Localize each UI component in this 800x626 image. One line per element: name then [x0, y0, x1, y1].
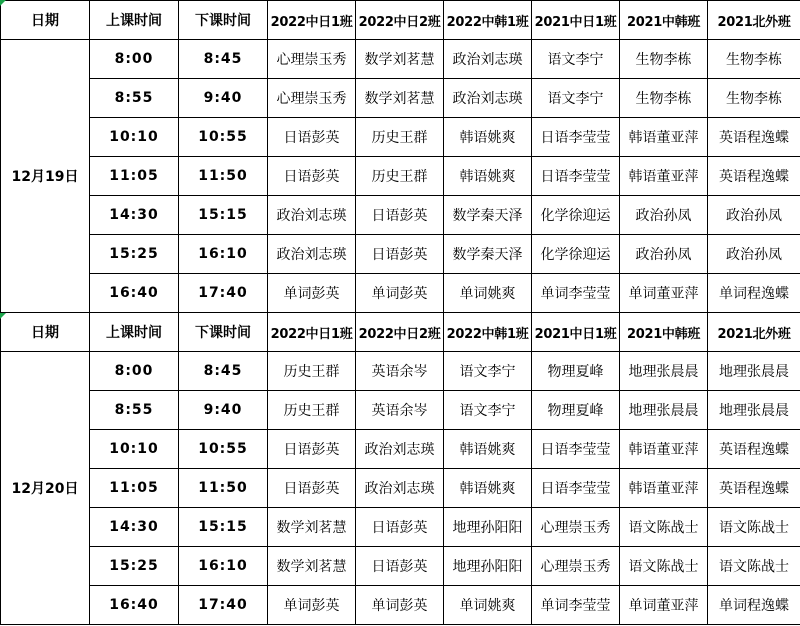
subject-cell[interactable]: 生物李栋 — [708, 79, 800, 118]
subject-cell[interactable]: 心理崇玉秀 — [532, 508, 620, 547]
subject-cell[interactable]: 生物李栋 — [620, 79, 708, 118]
subject-cell[interactable]: 心理崇玉秀 — [532, 547, 620, 586]
table-row — [1, 586, 800, 625]
subject-cell[interactable]: 韩语董亚萍 — [620, 157, 708, 196]
subject-cell[interactable]: 语文陈战士 — [620, 508, 708, 547]
table-row — [1, 79, 800, 118]
subject-cell[interactable]: 韩语姚爽 — [444, 430, 532, 469]
header-class[interactable]: 2021北外班 — [708, 1, 800, 40]
subject-cell[interactable]: 语文李宁 — [444, 391, 532, 430]
end-time-cell[interactable]: 16:10 — [179, 547, 268, 586]
table-row — [1, 118, 800, 157]
subject-cell[interactable]: 政治孙凤 — [708, 235, 800, 274]
header-class[interactable]: 2021中日1班 — [532, 1, 620, 40]
header-row — [1, 1, 800, 40]
end-time-cell[interactable]: 10:55 — [179, 430, 268, 469]
subject-cell[interactable]: 英语余岑 — [356, 352, 444, 391]
subject-cell[interactable]: 英语程逸蝶 — [708, 118, 800, 157]
start-time-cell[interactable]: 8:55 — [90, 79, 179, 118]
subject-cell[interactable]: 单词董亚萍 — [620, 274, 708, 313]
start-time-cell[interactable]: 14:30 — [90, 196, 179, 235]
table-row — [1, 508, 800, 547]
end-time-cell[interactable]: 10:55 — [179, 118, 268, 157]
subject-cell[interactable]: 政治刘志瑛 — [356, 430, 444, 469]
subject-cell[interactable]: 数学刘茗慧 — [268, 508, 356, 547]
header-class[interactable]: 2022中日1班 — [268, 313, 356, 352]
subject-cell[interactable]: 心理崇玉秀 — [268, 40, 356, 79]
subject-cell[interactable]: 政治刘志瑛 — [356, 469, 444, 508]
header-date[interactable]: 日期 — [1, 1, 90, 40]
end-time-cell[interactable]: 8:45 — [179, 40, 268, 79]
header-row — [1, 313, 800, 352]
subject-cell[interactable]: 语文李宁 — [532, 40, 620, 79]
start-time-cell[interactable]: 11:05 — [90, 157, 179, 196]
subject-cell[interactable]: 历史王群 — [356, 157, 444, 196]
subject-cell[interactable]: 单词彭英 — [356, 274, 444, 313]
header-end-time[interactable]: 下课时间 — [179, 1, 268, 40]
cell-marker-icon — [0, 0, 6, 6]
subject-cell[interactable]: 单词李莹莹 — [532, 274, 620, 313]
subject-cell[interactable]: 日语彭英 — [268, 469, 356, 508]
subject-cell[interactable]: 日语彭英 — [356, 547, 444, 586]
header-class[interactable]: 2022中韩1班 — [444, 1, 532, 40]
subject-cell[interactable]: 日语彭英 — [268, 118, 356, 157]
subject-cell[interactable]: 日语李莹莹 — [532, 118, 620, 157]
subject-cell[interactable]: 日语李莹莹 — [532, 430, 620, 469]
subject-cell[interactable]: 历史王群 — [356, 118, 444, 157]
end-time-cell[interactable]: 11:50 — [179, 469, 268, 508]
subject-cell[interactable]: 日语李莹莹 — [532, 469, 620, 508]
subject-cell[interactable]: 数学刘茗慧 — [356, 79, 444, 118]
header-start-time[interactable]: 上课时间 — [90, 1, 179, 40]
date-cell[interactable]: 12月20日 — [1, 352, 90, 625]
start-time-cell[interactable]: 15:25 — [90, 547, 179, 586]
subject-cell[interactable]: 语文陈战士 — [708, 508, 800, 547]
subject-cell[interactable]: 日语彭英 — [268, 430, 356, 469]
subject-cell[interactable]: 语文陈战士 — [708, 547, 800, 586]
subject-cell[interactable]: 英语余岑 — [356, 391, 444, 430]
header-class[interactable]: 2022中日1班 — [268, 1, 356, 40]
subject-cell[interactable]: 英语程逸蝶 — [708, 157, 800, 196]
subject-cell[interactable]: 政治孙凤 — [620, 196, 708, 235]
table-row — [1, 391, 800, 430]
subject-cell[interactable]: 日语彭英 — [356, 235, 444, 274]
end-time-cell[interactable]: 11:50 — [179, 157, 268, 196]
subject-cell[interactable]: 日语彭英 — [268, 157, 356, 196]
subject-cell[interactable]: 化学徐迎运 — [532, 196, 620, 235]
subject-cell[interactable]: 单词程逸蝶 — [708, 586, 800, 625]
date-cell[interactable]: 12月19日 — [1, 40, 90, 313]
table-row — [1, 274, 800, 313]
subject-cell[interactable]: 政治孙凤 — [708, 196, 800, 235]
subject-cell[interactable]: 生物李栋 — [708, 40, 800, 79]
subject-cell[interactable]: 语文陈战士 — [620, 547, 708, 586]
subject-cell[interactable]: 日语彭英 — [356, 508, 444, 547]
subject-cell[interactable]: 政治刘志瑛 — [444, 79, 532, 118]
subject-cell[interactable]: 生物李栋 — [620, 40, 708, 79]
subject-cell[interactable]: 单词程逸蝶 — [708, 274, 800, 313]
subject-cell[interactable]: 韩语姚爽 — [444, 157, 532, 196]
end-time-cell[interactable]: 8:45 — [179, 352, 268, 391]
subject-cell[interactable]: 日语李莹莹 — [532, 157, 620, 196]
start-time-cell[interactable]: 16:40 — [90, 274, 179, 313]
subject-cell[interactable]: 地理张晨晨 — [620, 352, 708, 391]
subject-cell[interactable]: 数学秦天泽 — [444, 235, 532, 274]
subject-cell[interactable]: 数学刘茗慧 — [356, 40, 444, 79]
subject-cell[interactable]: 历史王群 — [268, 352, 356, 391]
header-class[interactable]: 2021中日1班 — [532, 313, 620, 352]
schedule-body — [1, 1, 800, 625]
subject-cell[interactable]: 单词董亚萍 — [620, 586, 708, 625]
subject-cell[interactable]: 单词姚爽 — [444, 586, 532, 625]
start-time-cell[interactable]: 11:05 — [90, 469, 179, 508]
table-row — [1, 40, 800, 79]
start-time-cell[interactable]: 8:00 — [90, 40, 179, 79]
subject-cell[interactable]: 英语程逸蝶 — [708, 469, 800, 508]
subject-cell[interactable]: 地理孙阳阳 — [444, 547, 532, 586]
subject-cell[interactable]: 日语彭英 — [356, 196, 444, 235]
header-class[interactable]: 2022中日2班 — [356, 313, 444, 352]
header-class[interactable]: 2021中韩班 — [620, 313, 708, 352]
subject-cell[interactable]: 物理夏峰 — [532, 391, 620, 430]
table-row — [1, 352, 800, 391]
cell-marker-icon — [0, 313, 6, 319]
subject-cell[interactable]: 单词彭英 — [268, 586, 356, 625]
end-time-cell[interactable]: 17:40 — [179, 586, 268, 625]
header-class[interactable]: 2022中韩1班 — [444, 313, 532, 352]
start-time-cell[interactable]: 10:10 — [90, 430, 179, 469]
start-time-cell[interactable]: 8:55 — [90, 391, 179, 430]
subject-cell[interactable]: 韩语董亚萍 — [620, 469, 708, 508]
subject-cell[interactable]: 物理夏峰 — [532, 352, 620, 391]
table-row — [1, 547, 800, 586]
subject-cell[interactable]: 化学徐迎运 — [532, 235, 620, 274]
start-time-cell[interactable]: 16:40 — [90, 586, 179, 625]
table-row — [1, 235, 800, 274]
subject-cell[interactable]: 英语程逸蝶 — [708, 430, 800, 469]
subject-cell[interactable]: 单词彭英 — [268, 274, 356, 313]
subject-cell[interactable]: 地理张晨晨 — [708, 391, 800, 430]
subject-cell[interactable]: 韩语董亚萍 — [620, 430, 708, 469]
start-time-cell[interactable]: 10:10 — [90, 118, 179, 157]
header-class[interactable]: 2021北外班 — [708, 313, 800, 352]
end-time-cell[interactable]: 17:40 — [179, 274, 268, 313]
subject-cell[interactable]: 数学刘茗慧 — [268, 547, 356, 586]
subject-cell[interactable]: 韩语董亚萍 — [620, 118, 708, 157]
start-time-cell[interactable]: 15:25 — [90, 235, 179, 274]
subject-cell[interactable]: 政治刘志瑛 — [444, 40, 532, 79]
subject-cell[interactable]: 语文李宁 — [532, 79, 620, 118]
header-class[interactable]: 2021中韩班 — [620, 1, 708, 40]
start-time-cell[interactable]: 14:30 — [90, 508, 179, 547]
subject-cell[interactable]: 地理张晨晨 — [620, 391, 708, 430]
subject-cell[interactable]: 政治孙凤 — [620, 235, 708, 274]
subject-cell[interactable]: 韩语姚爽 — [444, 469, 532, 508]
start-time-cell[interactable]: 8:00 — [90, 352, 179, 391]
subject-cell[interactable]: 心理崇玉秀 — [268, 79, 356, 118]
table-row — [1, 157, 800, 196]
subject-cell[interactable]: 地理张晨晨 — [708, 352, 800, 391]
table-row — [1, 430, 800, 469]
table-row — [1, 469, 800, 508]
subject-cell[interactable]: 单词李莹莹 — [532, 586, 620, 625]
subject-cell[interactable]: 韩语姚爽 — [444, 118, 532, 157]
subject-cell[interactable]: 语文李宁 — [444, 352, 532, 391]
subject-cell[interactable]: 政治刘志瑛 — [268, 235, 356, 274]
end-time-cell[interactable]: 9:40 — [179, 391, 268, 430]
subject-cell[interactable]: 历史王群 — [268, 391, 356, 430]
header-start-time[interactable]: 上课时间 — [90, 313, 179, 352]
subject-cell[interactable]: 单词姚爽 — [444, 274, 532, 313]
table-row — [1, 196, 800, 235]
subject-cell[interactable]: 数学秦天泽 — [444, 196, 532, 235]
header-class[interactable]: 2022中日2班 — [356, 1, 444, 40]
end-time-cell[interactable]: 16:10 — [179, 235, 268, 274]
subject-cell[interactable]: 单词彭英 — [356, 586, 444, 625]
end-time-cell[interactable]: 15:15 — [179, 196, 268, 235]
subject-cell[interactable]: 地理孙阳阳 — [444, 508, 532, 547]
end-time-cell[interactable]: 15:15 — [179, 508, 268, 547]
end-time-cell[interactable]: 9:40 — [179, 79, 268, 118]
header-date[interactable]: 日期 — [1, 313, 90, 352]
header-end-time[interactable]: 下课时间 — [179, 313, 268, 352]
subject-cell[interactable]: 政治刘志瑛 — [268, 196, 356, 235]
